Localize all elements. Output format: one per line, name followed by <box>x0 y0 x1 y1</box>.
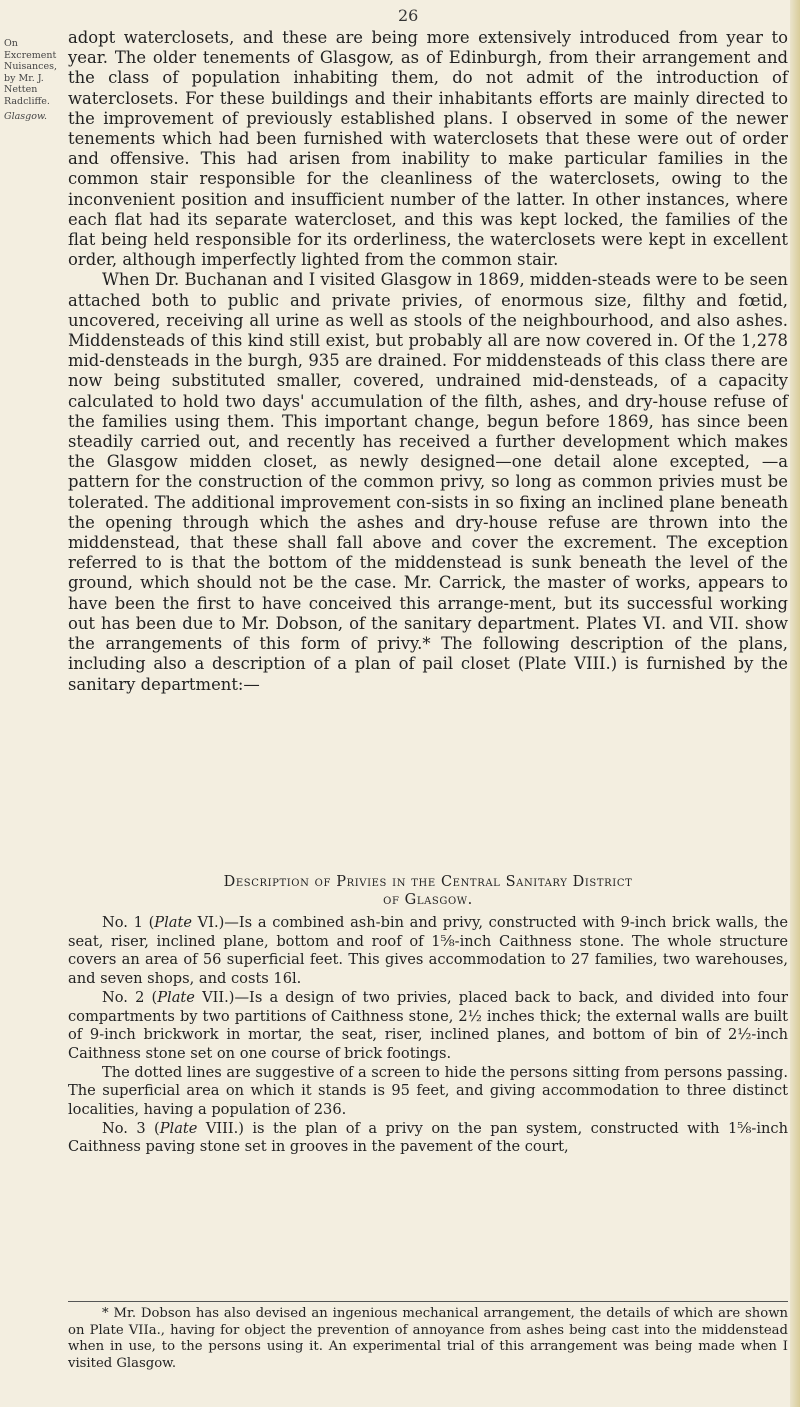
section-heading-line-1: Description of Privies in the Central Sanitary District <box>223 874 633 890</box>
page-edge <box>790 0 800 1407</box>
margin-note-title: On Excrement Nuisances, by Mr. J. Netten Radcliffe. <box>4 38 57 107</box>
margin-note <box>4 38 60 123</box>
description-body: VIII.) is the plan of a privy on the pan system, constructed with 1⅝-inch Caithness paving stone set in grooves in the pavement of the court, <box>68 1119 788 1156</box>
margin-note-place: Glasgow. <box>4 111 47 122</box>
paragraph-1: adopt waterclosets, and these are being more extensively introduced from year to year. The older tenements of Glasgow, as of Edinburgh, from their arrangement and the class of population inhabiting them, do not admit of the introduction of waterclosets. For these buildings and their inhabitants efforts are mainly directed to the improvement of previously established plans. I observed in some of the newer tenements which had been furnished with waterclosets that these were out of order and offensive. This had arisen from inability to make particular families in the common stair responsible for the cleanliness of the waterclosets, owing to the inconvenient position and insufficient number of the latter. In other instances, where each flat had its separate watercloset, and this was kept locked, the families of the flat being held responsible for its orderliness, the waterclosets were kept in excellent order, although imperfectly lighted from the common stair. <box>68 28 788 270</box>
footnote-rule <box>68 1301 788 1302</box>
description-lead: No. 3 ( <box>102 1119 160 1137</box>
page-number: 26 <box>398 6 419 25</box>
plate-ref: Plate <box>157 988 195 1006</box>
description-lead: No. 1 ( <box>102 914 155 931</box>
privy-descriptions <box>68 914 788 1157</box>
plate-ref: Plate <box>159 1119 198 1137</box>
paragraph-2: When Dr. Buchanan and I visited Glasgow in 1869, midden-steads were to be seen attached both to public and private privies, of enormous size, filthy and fœtid, uncovered, receiving all urine as well as stools of the neighbourhood, and also ashes. Middensteads of this kind still exist, but probably all are now covered in. Of the 1,278 mid-densteads in the burgh, 935 are drained. For middensteads of this class there are now being substituted smaller, covered, undrained mid-densteads, of a capacity calculated to hold two days' accumulation of the filth, ashes, and dry-house refuse of the families using them. This important change, begun before 1869, has since been steadily carried out, and recently has received a further development which makes the Glasgow midden closet, as newly designed—one detail alone excepted, —a pattern for the construction of the common privy, so long as common privies must be tolerated. The additional improvement con-sists in so fixing an inclined plane beneath the opening through which the ashes and dry-house refuse are thrown into the middenstead, that these shall fall above and cover the excrement. The exception referred to is that the bottom of the middenstead is sunk beneath the level of the ground, which should not be the case. Mr. Carrick, the master of works, appears to have been the first to have conceived this arrange-ment, but its successful working out has been due to Mr. Dobson, of the sanitary department. Plates VI. and VII. show the arrangements of this form of privy.* The following description of the plans, including also a description of a plan of pail closet (Plate VIII.) is furnished by the sanitary department:— <box>68 270 788 694</box>
description-no-1 <box>68 914 788 989</box>
main-text <box>68 28 788 695</box>
footnote-text: * Mr. Dobson has also devised an ingenious mechanical arrangement, the details of which are shown on Plate VIIa., having for object the prevention of annoyance from ashes being cast into the middenstead when in use, to the persons using it. An experimental trial of this arrangement was being made when I visited Glasgow. <box>68 1306 788 1371</box>
description-body: VII.)—Is a design of two privies, placed back to back, and divided into four compartments by two partitions of Caithness stone, 2½ inches thick; the external walls are built of 9-inch brickwork in mortar, the seat, riser, inclined planes, and bottom of bin of 2½-inch Caithness stone set on one course of brick footings. <box>68 988 789 1062</box>
footnote <box>68 1306 788 1372</box>
description-body: VI.)—Is a combined ash-bin and privy, constructed with 9-inch brick walls, the seat, riser, inclined plane, bottom and roof of 1⅝-inch Caithness stone. The whole structure covers an area of 56 superficial feet. This gives accommodation to 27 families, two warehouses, and seven shops, and costs 16l. <box>68 914 788 988</box>
plate-ref: Plate <box>154 914 192 931</box>
section-heading-line-2: of Glasgow. <box>383 892 473 908</box>
description-no-3 <box>68 1120 788 1157</box>
description-no-2 <box>68 989 788 1064</box>
section-heading <box>68 873 788 909</box>
description-body: The dotted lines are suggestive of a screen to hide the persons sitting from persons passing. The superficial area on which it stands is 95 feet, and giving accommodation to three distinct localities, having a population of 236. <box>68 1063 788 1119</box>
description-lead: No. 2 ( <box>102 988 158 1006</box>
description-dotted-lines <box>68 1064 788 1120</box>
